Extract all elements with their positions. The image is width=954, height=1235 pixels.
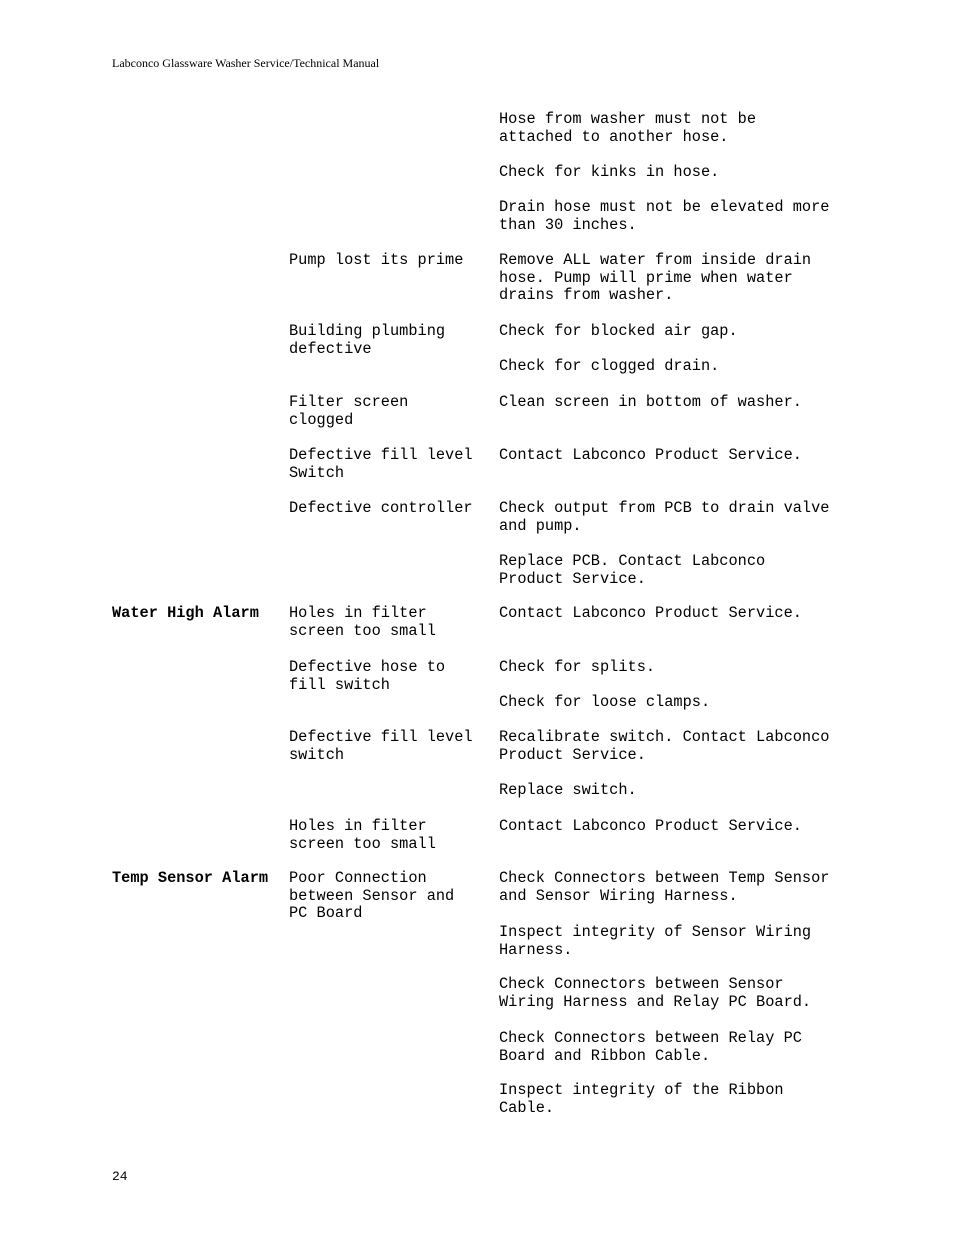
remedy-text: Drain hose must not be elevated more than 30 inches. xyxy=(499,198,830,234)
cause-text: Holes in filter screen too small xyxy=(289,604,436,640)
remedy-text: Inspect integrity of Sensor Wiring Harness. xyxy=(499,923,812,959)
cause-text: Poor Connection between Sensor and PC Board xyxy=(289,869,455,923)
cause-text: Defective fill level Switch xyxy=(289,446,473,482)
symptom-heading: Water High Alarm xyxy=(112,604,259,622)
cause-text: Defective fill level switch xyxy=(289,728,473,764)
page-header: Labconco Glassware Washer Service/Technical Manual xyxy=(112,56,380,70)
cause-text: Holes in filter screen too small xyxy=(289,817,436,853)
remedy-text: Check for blocked air gap. xyxy=(499,322,738,340)
cause-text: Defective controller xyxy=(289,499,473,517)
remedy-text: Replace PCB. Contact Labconco Product Service. xyxy=(499,552,766,588)
remedy-text: Remove ALL water from inside drain hose. Pump will prime when water drains from washer. xyxy=(499,251,812,305)
remedy-text: Check Connectors between Sensor Wiring Harness and Relay PC Board. xyxy=(499,975,812,1011)
cause-text: Pump lost its prime xyxy=(289,251,464,269)
cause-text: Filter screen clogged xyxy=(289,393,409,429)
symptom-heading: Temp Sensor Alarm xyxy=(112,869,269,887)
cause-text: Defective hose to fill switch xyxy=(289,658,446,694)
cause-text: Building plumbing defective xyxy=(289,322,446,358)
page-number: 24 xyxy=(112,1169,128,1184)
remedy-text: Hose from washer must not be attached to another hose. xyxy=(499,110,757,146)
remedy-text: Replace switch. xyxy=(499,781,637,799)
remedy-text: Inspect integrity of the Ribbon Cable. xyxy=(499,1081,784,1117)
remedy-text: Check for loose clamps. xyxy=(499,693,711,711)
remedy-text: Clean screen in bottom of washer. xyxy=(499,393,802,411)
remedy-text: Check Connectors between Temp Sensor and Sensor Wiring Harness. xyxy=(499,869,830,905)
remedy-text: Check for splits. xyxy=(499,658,656,676)
remedy-text: Check for kinks in hose. xyxy=(499,163,720,181)
remedy-text: Contact Labconco Product Service. xyxy=(499,817,802,835)
remedy-text: Recalibrate switch. Contact Labconco Product Service. xyxy=(499,728,830,764)
remedy-text: Check for clogged drain. xyxy=(499,357,720,375)
remedy-text: Contact Labconco Product Service. xyxy=(499,446,802,464)
remedy-text: Check Connectors between Relay PC Board and Ribbon Cable. xyxy=(499,1029,802,1065)
remedy-text: Check output from PCB to drain valve and pump. xyxy=(499,499,830,535)
remedy-text: Contact Labconco Product Service. xyxy=(499,604,802,622)
